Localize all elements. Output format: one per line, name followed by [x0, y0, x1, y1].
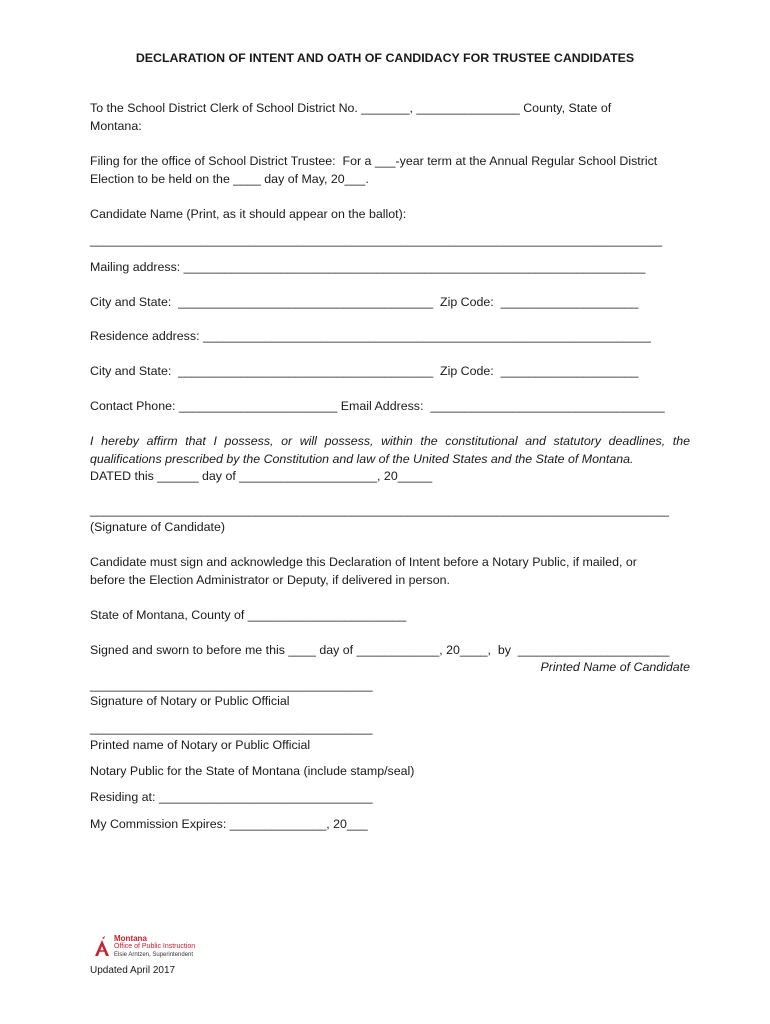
printed-name-candidate-label: Printed Name of Candidate: [540, 660, 690, 674]
notary-public-state-line: Notary Public for the State of Montana (include stamp/seal): [90, 764, 415, 778]
filing-office-line: Filing for the office of School District Trustee: For a ___-year term at the Annual Regular School District: [90, 154, 658, 168]
document-title: DECLARATION OF INTENT AND OATH OF CANDIDACY FOR TRUSTEE CANDIDATES: [135, 51, 635, 65]
affirmation-text: I hereby affirm that I possess, or will possess, within the constitutional and statutory deadlines, the: [90, 434, 690, 448]
opi-logo: [92, 935, 212, 963]
mailing-address-field[interactable]: Mailing address: ___________________________________________________________________: [90, 260, 646, 274]
mailing-city-zip-field[interactable]: City and State: _____________________________________ Zip Code: ____________________: [90, 295, 639, 309]
candidate-signature-field[interactable]: ____________________________________________________________________________________: [90, 503, 669, 517]
logo-office-text: Office of Public Instruction: [114, 943, 196, 950]
candidate-name-label: Candidate Name (Print, as it should appear on the ballot):: [90, 207, 407, 221]
election-date-line: Election to be held on the ____ day of May, 20___.: [90, 172, 369, 186]
logo-superintendent-text: Elsie Arntzen, Superintendent: [114, 952, 194, 958]
updated-date: Updated April 2017: [90, 965, 176, 976]
notary-instruction: Candidate must sign and acknowledge this Declaration of Intent before a Notary Public, if mailed, or: [90, 555, 637, 569]
notary-signature-field[interactable]: _________________________________________: [90, 678, 373, 692]
notary-printed-name-field[interactable]: _________________________________________: [90, 721, 373, 735]
residence-address-field[interactable]: Residence address: _________________________________________________________________: [90, 329, 651, 343]
notary-printed-name-label: Printed name of Notary or Public Official: [90, 738, 311, 752]
notary-signature-label: Signature of Notary or Public Official: [90, 694, 290, 708]
logo-montana-text: Montana: [114, 934, 147, 943]
candidate-name-field[interactable]: ___________________________________________________________________________________: [90, 233, 662, 247]
candidate-signature-label: (Signature of Candidate): [90, 520, 226, 534]
commission-expires-field[interactable]: My Commission Expires: ______________, 20___: [90, 817, 368, 831]
clerk-address-line: To the School District Clerk of School District No. _______, _______________ County, State of: [90, 101, 612, 115]
contact-phone-email-field[interactable]: Contact Phone: _______________________ Email Address: __________________________________: [90, 399, 665, 413]
county-field[interactable]: State of Montana, County of _______________________: [90, 608, 407, 622]
residing-at-field[interactable]: Residing at: _______________________________: [90, 790, 373, 804]
dated-line[interactable]: DATED this ______ day of ____________________, 20_____: [90, 469, 433, 483]
montana-apple-icon: [92, 936, 112, 958]
residence-city-zip-field[interactable]: City and State: _____________________________________ Zip Code: ____________________: [90, 364, 639, 378]
clerk-address-line-2: Montana:: [90, 119, 142, 133]
notary-instruction-2: before the Election Administrator or Deputy, if delivered in person.: [90, 573, 450, 587]
affirmation-text-2: qualifications prescribed by the Constitution and law of the United States and the State of Montana.: [90, 452, 634, 466]
sworn-line[interactable]: Signed and sworn to before me this ____ day of ____________, 20____, by ______________________: [90, 643, 670, 657]
